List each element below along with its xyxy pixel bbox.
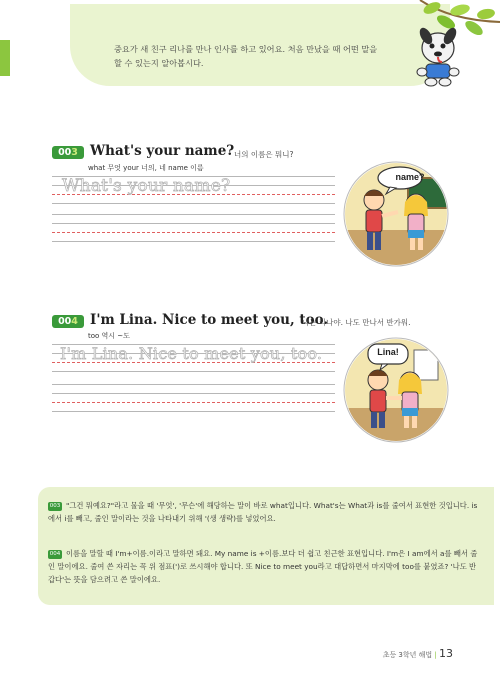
lesson-sentence: What's your name?: [90, 143, 235, 159]
note-text: 이름을 말할 때 I'm+이름.이라고 말하면 돼요. My name is +이름.보다 더 쉽고 친근한 표현입니다. I'm은 I am에서 a를 빼서 줄인 말이에요. 줄여 쓴 자리는 꼭 위 점표(')로 쓰시해야 합니다. 또 Nice to meet you라고 대답하면서 마지막에 too를 붙였죠? '나도 반갑다'는 뜻을 담으려고 쓴 말이에요.: [48, 549, 478, 584]
lesson-vocabulary: too 역시 ~도: [88, 332, 130, 340]
note-item: [48, 499, 478, 525]
guide-line: [52, 214, 335, 215]
guide-line: [52, 384, 335, 385]
note-text: "그건 뭐예요?"라고 물을 때 '무엇', '무슨'에 해당하는 말이 바로 what입니다. What's는 What과 is를 줄여서 표현한 것입니다. is에서 i를 빼고, 줄인 말이라는 것을 나타내기 위해 '(생 생략)를 넣었어요.: [48, 501, 478, 523]
guide-line: [52, 223, 335, 224]
guide-line: [52, 241, 335, 242]
header: [0, 0, 500, 92]
lesson-vocabulary: what 무엇 your 너의, 네 name 이름: [88, 164, 204, 172]
trace-sentence: I'm Lina. Nice to meet you, too.: [60, 344, 323, 363]
page-number: 13: [439, 647, 453, 660]
lesson-translation: 너의 이름은 뭐니?: [234, 150, 294, 159]
lesson-sentence: I'm Lina. Nice to meet you, too.: [90, 312, 329, 328]
lesson-number-badge: 003: [52, 146, 84, 159]
lesson-translation: 나는 리나야. 나도 만나서 반가워.: [302, 318, 411, 327]
guide-line: [52, 232, 335, 233]
guide-line: [52, 402, 335, 403]
trace-sentence: What's your name?: [62, 176, 231, 196]
mascot-illustration: [410, 22, 466, 88]
guide-line: [52, 203, 335, 204]
header-tab: [0, 40, 10, 76]
note-item: [48, 547, 478, 586]
speech-bubble-text: Lina!: [377, 347, 399, 357]
page-footer: 초등 3학년 해법 | 13: [382, 647, 453, 660]
note-badge: 004: [49, 551, 61, 557]
note-badge: 003: [49, 503, 61, 509]
guide-line: [52, 411, 335, 412]
lesson-number-badge: 004: [52, 315, 84, 328]
guide-line: [52, 393, 335, 394]
writing-practice-lines[interactable]: [52, 174, 335, 242]
speech-bubble-text: name?: [395, 172, 425, 182]
guide-line: [52, 371, 335, 372]
intro-text: 중요가 새 친구 리나를 만나 인사를 하고 있어요. 처음 만났을 때 어떤 말을 할 수 있는지 알아봅시다.: [114, 44, 378, 68]
writing-practice-lines[interactable]: [52, 342, 335, 412]
explanation-box: [38, 487, 494, 605]
footer-label: 초등 3학년 해법: [382, 651, 433, 659]
